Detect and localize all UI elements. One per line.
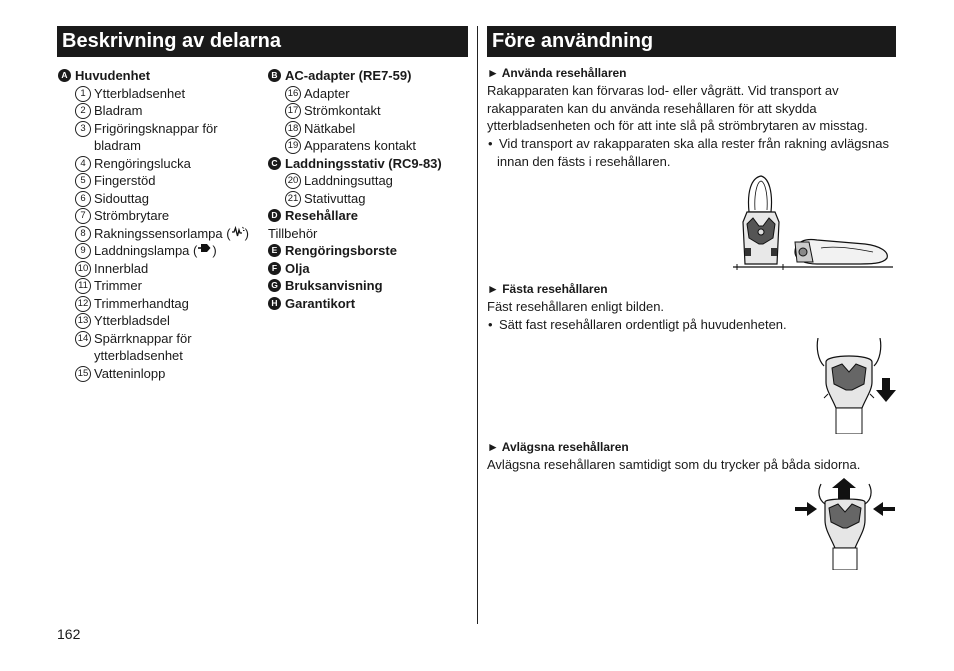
page-number: 162 <box>57 626 81 642</box>
list-item: 8 Rakningssensorlampa ( ) <box>75 225 263 243</box>
group-c-heading: C Laddningsstativ (RC9-83) <box>268 155 473 173</box>
list-item: 14 Spärrknappar för <box>75 330 263 348</box>
letter-badge: A <box>58 69 71 82</box>
section-attach-travel-cap: ► Fästa resehållaren Fäst resehållaren enligt bilden. • Sätt fast resehållaren ordentligt på huvudenheten. <box>487 281 902 333</box>
list-item: 4 Rengöringslucka <box>75 155 263 173</box>
group-f-heading: F Olja <box>268 260 473 278</box>
bullet-item: • Vid transport av rakapparaten ska alla rester från rakning avlägsnas <box>487 135 902 153</box>
list-item: 12 Trimmerhandtag <box>75 295 263 313</box>
remove-cap-illustration <box>795 478 895 570</box>
list-item: 10 Innerblad <box>75 260 263 278</box>
section-title: ► Använda resehållaren <box>487 66 627 80</box>
list-item: 19 Apparatens kontakt <box>285 137 473 155</box>
letter-badge: F <box>268 262 281 275</box>
bullet-item: • Sätt fast resehållaren ordentligt på huvudenheten. <box>487 316 902 334</box>
list-item: 6 Sidouttag <box>75 190 263 208</box>
right-section-header: Före användning <box>487 26 896 57</box>
list-item-continuation: bladram <box>94 138 141 153</box>
group-h-heading: H Garantikort <box>268 295 473 313</box>
list-item: 15 Vatteninlopp <box>75 365 263 383</box>
shaving-sensor-icon <box>231 225 245 238</box>
list-item: 9 Laddningslampa ( ) <box>75 242 263 260</box>
letter-badge: E <box>268 244 281 257</box>
group-c-items <box>268 172 473 207</box>
accessory-label: Tillbehör <box>268 225 318 241</box>
list-item: 20 Laddningsuttag <box>285 172 473 190</box>
list-item: 13 Ytterbladsdel <box>75 312 263 330</box>
letter-badge: G <box>268 279 281 292</box>
section-title: ► Fästa resehållaren <box>487 282 608 296</box>
group-a-items <box>58 85 263 383</box>
letter-badge: H <box>268 297 281 310</box>
group-b-heading: B AC-adapter (RE7-59) <box>268 67 473 85</box>
left-section-header: Beskrivning av delarna <box>57 26 468 57</box>
list-item: 21 Stativuttag <box>285 190 473 208</box>
column-divider <box>477 26 478 624</box>
list-item: 2 Bladram <box>75 102 263 120</box>
section-remove-travel-cap: ► Avlägsna resehållaren Avlägsna resehållaren samtidigt som du trycker på båda sidorna. <box>487 439 902 474</box>
group-b-items <box>268 85 473 155</box>
list-item: 18 Nätkabel <box>285 120 473 138</box>
letter-badge: D <box>268 209 281 222</box>
list-item: 7 Strömbrytare <box>75 207 263 225</box>
group-a-heading: A Huvudenhet <box>58 67 263 85</box>
section-use-travel-cap: ► Använda resehållaren Rakapparaten kan förvaras lod- eller vågrätt. Vid transport av rakapparaten kan du använda resehållaren för att skydda ytterbladsenheten och för att inte slå på strömbrytaren av misstag. • Vid transport av rakapparaten ska alla rester från rakning avlägsnas innan den fästs i resehållaren. <box>487 65 902 171</box>
group-g-heading: G Bruksanvisning <box>268 277 473 295</box>
shaver-storage-illustration <box>733 172 893 270</box>
list-item: 11 Trimmer <box>75 277 263 295</box>
parts-list-column-2 <box>268 67 473 312</box>
group-d-heading: D Resehållare <box>268 207 473 225</box>
parts-list-column-1 <box>58 67 263 382</box>
list-item: 1 Ytterbladsenhet <box>75 85 263 103</box>
charging-plug-icon <box>197 242 212 254</box>
list-item: 16 Adapter <box>285 85 473 103</box>
list-item: 17 Strömkontakt <box>285 102 473 120</box>
attach-cap-illustration <box>812 338 898 434</box>
section-title: ► Avlägsna resehållaren <box>487 440 629 454</box>
letter-badge: C <box>268 157 281 170</box>
letter-badge: B <box>268 69 281 82</box>
list-item: 5 Fingerstöd <box>75 172 263 190</box>
list-item: 3 Frigöringsknappar för <box>75 120 263 138</box>
list-item-continuation: ytterbladsenhet <box>94 348 183 363</box>
group-e-heading: E Rengöringsborste <box>268 242 473 260</box>
